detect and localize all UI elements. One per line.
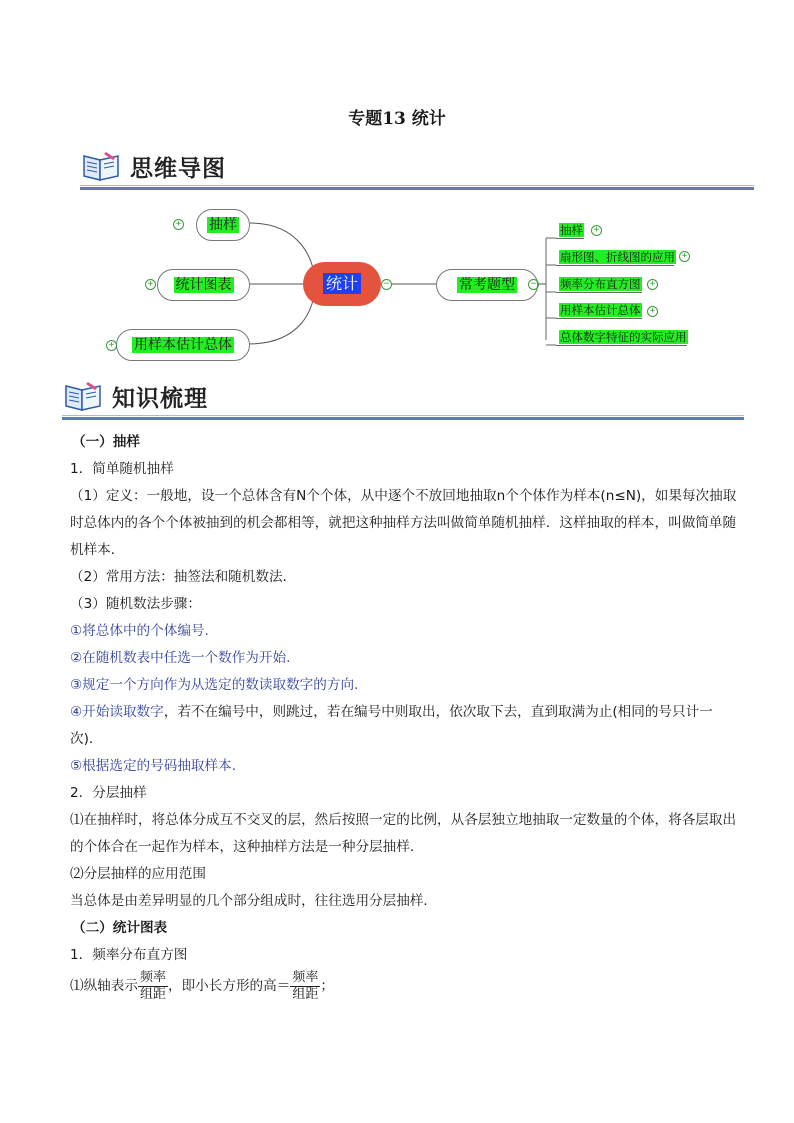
step-2: ②在随机数表中任选一个数作为开始. xyxy=(70,650,291,666)
book-icon xyxy=(82,148,122,182)
leaf-sampling[interactable]: 抽样 xyxy=(560,223,583,237)
expand-icon[interactable]: + xyxy=(591,225,602,236)
section-header-knowledge xyxy=(62,376,744,420)
expand-icon[interactable]: + xyxy=(679,251,690,262)
paragraph-methods: （2）常用方法：抽签法和随机数法． xyxy=(70,569,297,585)
step-5: ⑤根据选定的号码抽取样本. xyxy=(70,758,237,774)
step-1: ①将总体中的个体编号. xyxy=(70,623,209,639)
fraction: $\frac{\text{频率}}{\text{组距}}$ xyxy=(292,969,319,1002)
fraction: $\frac{\text{频率}}{\text{组距}}$ xyxy=(139,969,166,1002)
section-title: 知识梳理 xyxy=(112,386,208,412)
step-4: ④开始读取数字，若不在编号中，则跳过，若在编号中则取出，依次取下去，直到取满为止(相同的号只计一次)． xyxy=(70,704,713,747)
node-estimate-population[interactable]: 用样本估计总体 xyxy=(116,329,250,361)
heading-charts: （二）统计图表 xyxy=(72,920,168,936)
page-title: 专题13 统计 xyxy=(348,109,446,129)
knowledge-content xyxy=(70,429,740,1003)
collapse-icon[interactable]: − xyxy=(381,279,392,290)
step-3: ③规定一个方向作为从选定的数读取数字的方向. xyxy=(70,677,359,693)
section-title: 思维导图 xyxy=(130,156,226,182)
paragraph-stratified-scope: ⑵分层抽样的应用范围 xyxy=(70,866,206,882)
book-icon xyxy=(64,378,104,412)
paragraph-histogram-axis: ⑴纵轴表示 $\frac{\text{频率}}{\text{组距}}$ ，即小长方形的高＝ $\frac{\text{频率}}{\text{组距}}$ ； xyxy=(70,969,334,1002)
paragraph-stratified-use: 当总体是由差异明显的几个部分组成时，往往选用分层抽样． xyxy=(70,893,438,909)
expand-icon[interactable]: + xyxy=(173,219,184,230)
center-node[interactable]: 统计 xyxy=(303,262,381,306)
leaf-numeric-features[interactable]: 总体数字特征的实际应用 xyxy=(560,330,687,344)
leaf-pie-line-charts[interactable]: 扇形图、折线图的应用 xyxy=(560,250,675,264)
section-header-mindmap xyxy=(80,146,754,190)
subheading-stratified: 2．分层抽样 xyxy=(70,785,147,801)
expand-icon[interactable]: + xyxy=(106,340,117,351)
paragraph-stratified-def: ⑴在抽样时，将总体分成互不交叉的层，然后按照一定的比例，从各层独立地抽取一定数量的个体，将各层取出的个体合在一起作为样本，这种抽样方法是一种分层抽样． xyxy=(70,812,737,855)
paragraph-definition: （1）定义：一般地，设一个总体含有N个个体，从中逐个不放回地抽取n个个体作为样本(n≤N)，如果每次抽取时总体内的各个个体被抽到的机会都相等，就把这种抽样方法叫做简单随机抽样．这样抽取的样本，叫做简单随机样本． xyxy=(70,488,737,558)
heading-sampling: （一）抽样 xyxy=(72,434,140,450)
expand-icon[interactable]: + xyxy=(145,279,156,290)
expand-icon[interactable]: + xyxy=(647,279,658,290)
leaf-estimate-population[interactable]: 用样本估计总体 xyxy=(560,303,641,317)
collapse-icon[interactable]: − xyxy=(528,279,539,290)
subheading-histogram: 1．频率分布直方图 xyxy=(70,947,188,963)
expand-icon[interactable]: + xyxy=(647,306,658,317)
node-sampling[interactable]: 抽样 xyxy=(196,209,250,241)
paragraph-steps-label: （3）随机数法步骤： xyxy=(70,596,201,612)
leaf-frequency-histogram[interactable]: 频率分布直方图 xyxy=(560,277,641,291)
node-common-questions[interactable]: 常考题型 xyxy=(436,269,538,301)
node-statistical-charts[interactable]: 统计图表 xyxy=(157,269,250,301)
mindmap xyxy=(100,200,700,370)
subheading-simple-random: 1．简单随机抽样 xyxy=(70,461,174,477)
